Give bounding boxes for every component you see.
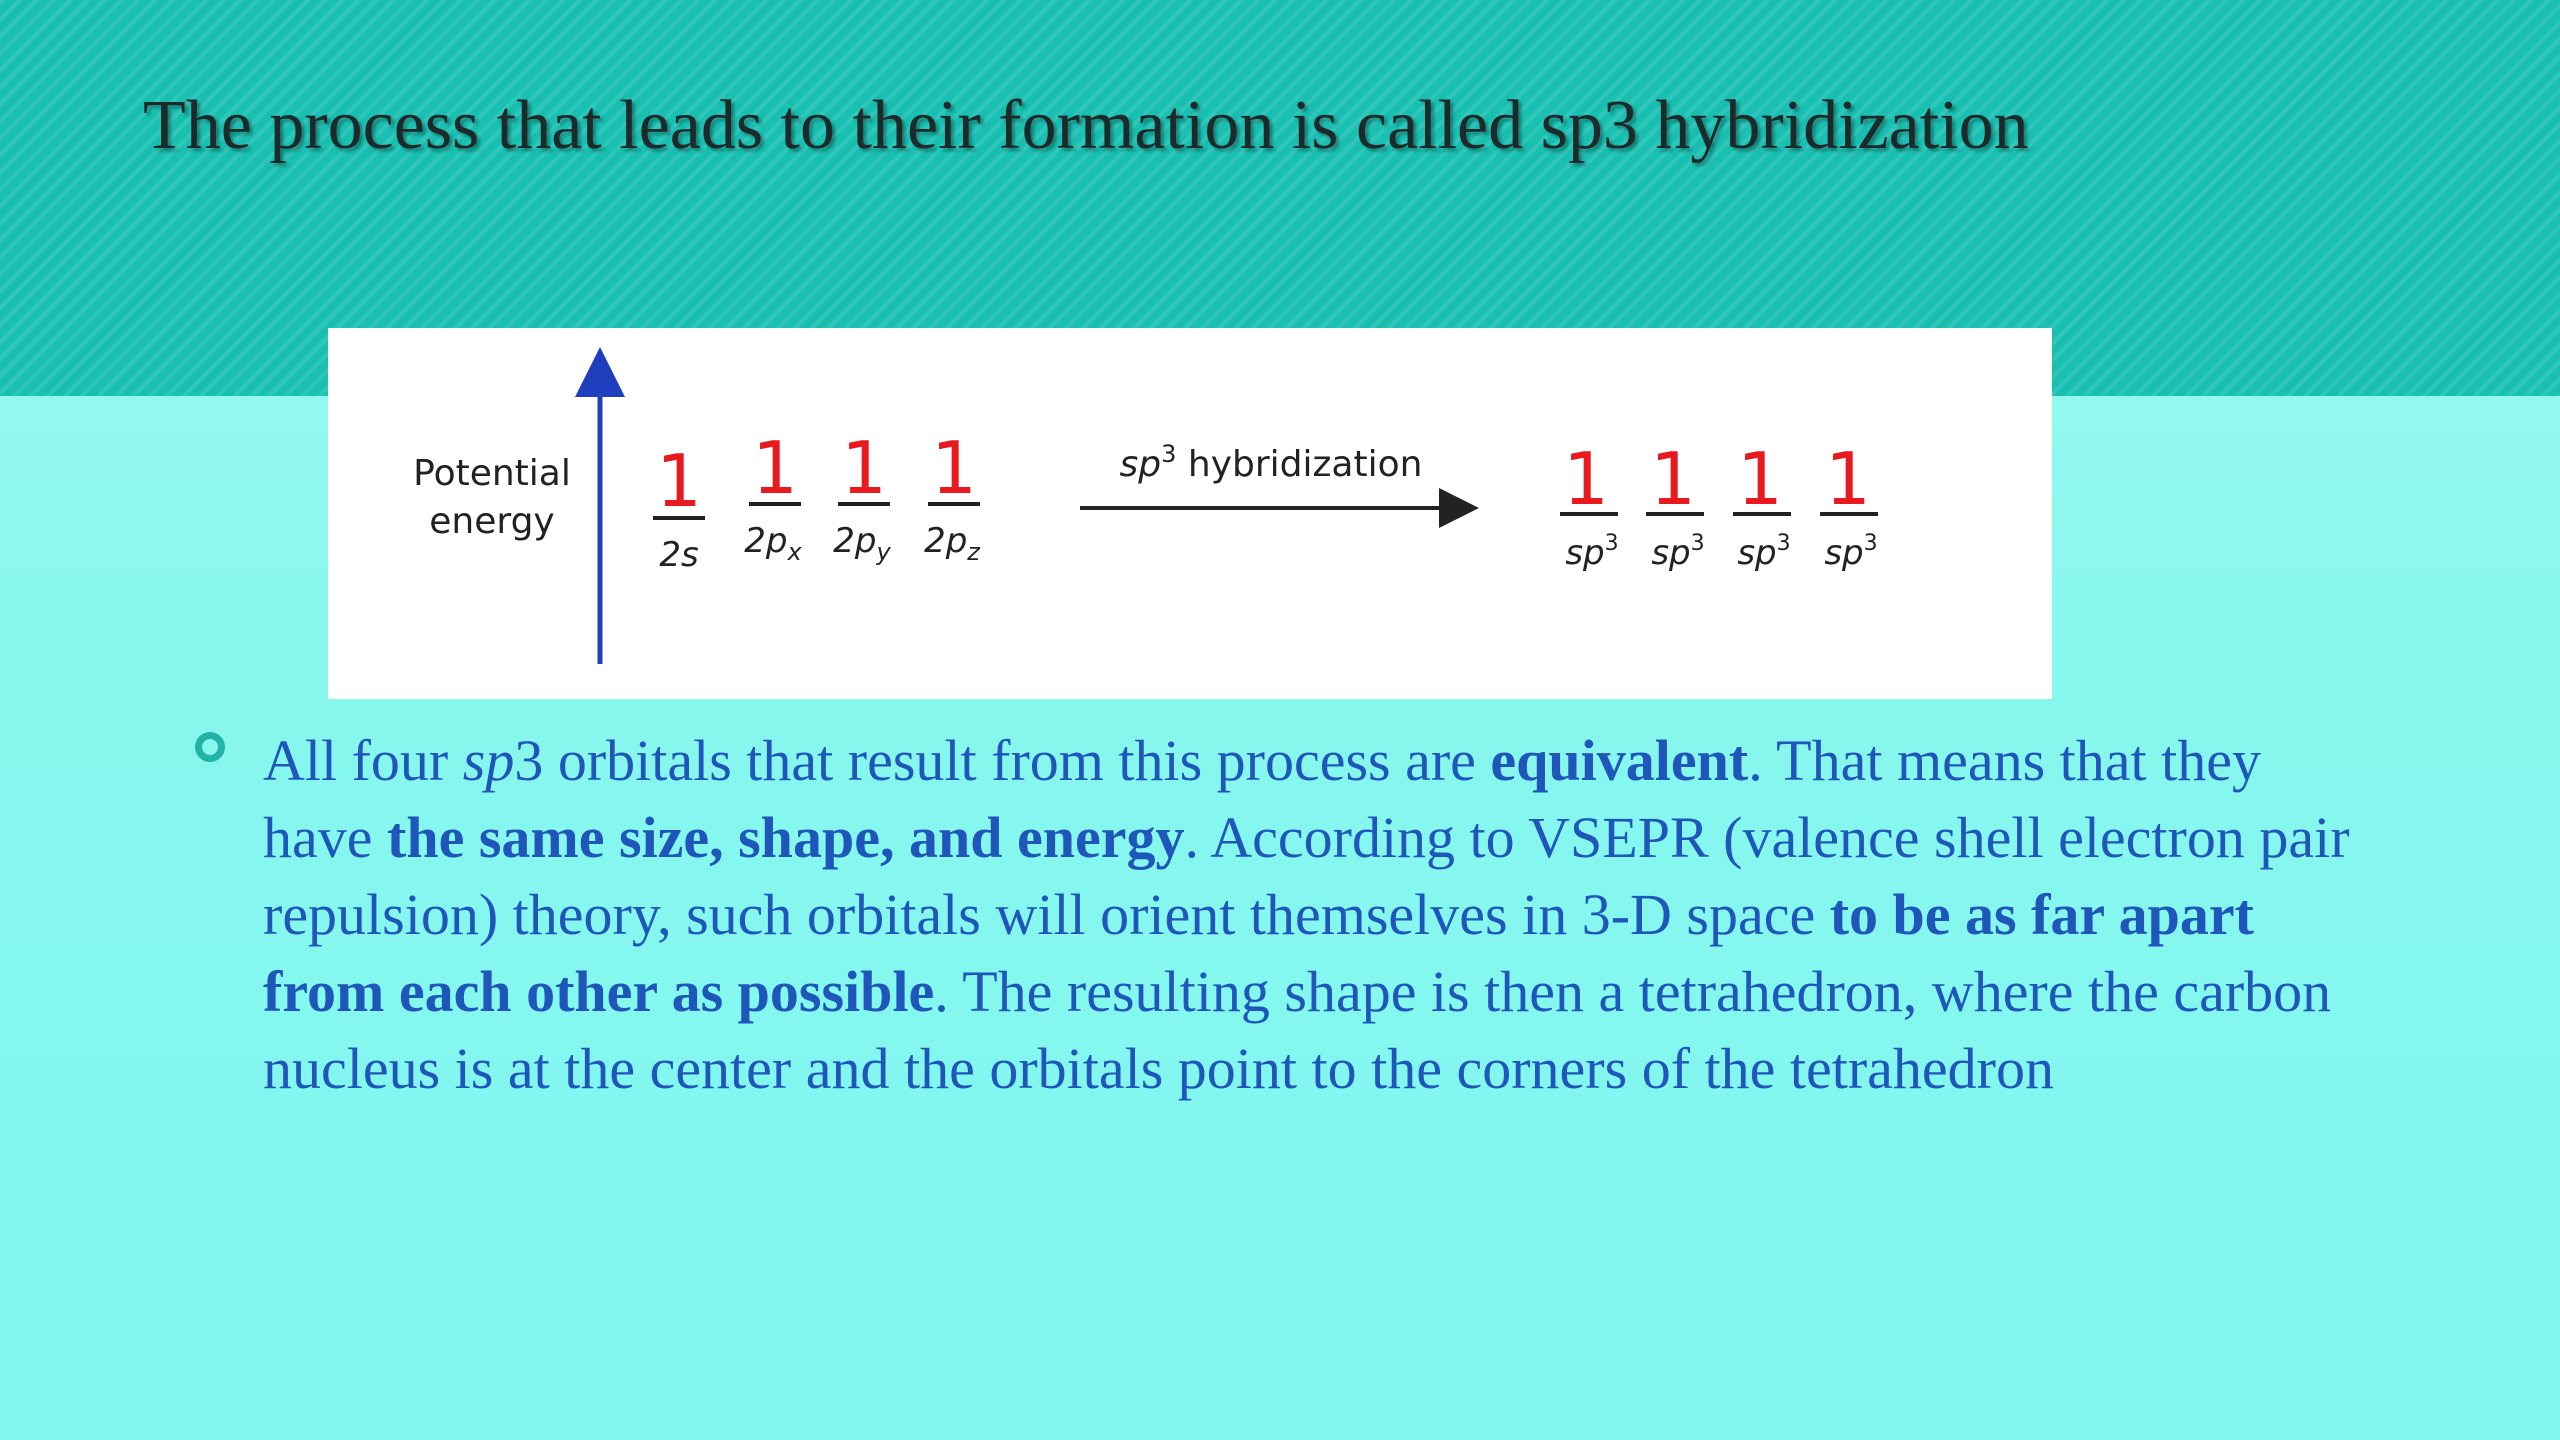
orbital-sp3-1 <box>1560 437 1619 573</box>
orbital-label: $2p_x$ <box>744 521 802 566</box>
orbital-label: $2p_z$ <box>924 521 980 566</box>
axis-label-potential: Potential <box>413 453 571 494</box>
electron-up-arrow: 1 <box>656 439 702 523</box>
orbital-label: $sp^3$ <box>1565 531 1619 573</box>
orbital-sp3-2 <box>1646 437 1705 573</box>
orbital-2py <box>833 426 891 566</box>
bullet-text: All four sp3 orbitals that result from this process are equivalent. That means that they have the same size, shape, and energy. According to VSEPR (valence shell electron pair repulsion) theory, such orbitals will orient themselves in 3-D space to be as far apart from each other as possible. The resulting shape is then a tetrahedron, where the carbon nucleus is at the center and the orbitals point to the corners of the tetrahedron <box>263 728 2350 1101</box>
electron-up-arrow: 1 <box>841 426 887 510</box>
orbital-2px <box>744 426 802 566</box>
slide-title: The process that leads to their formation is called sp3 hybridization <box>143 87 2029 164</box>
electron-up-arrow: 1 <box>752 426 798 510</box>
orbital-2s <box>653 439 705 575</box>
orbital-label: 2s <box>659 535 699 575</box>
electron-up-arrow: 1 <box>1737 437 1783 521</box>
orbital-sp3-3 <box>1733 437 1791 573</box>
energy-level-diagram <box>328 328 2052 699</box>
orbital-label: $sp^3$ <box>1651 531 1705 573</box>
hybridization-diagram <box>328 328 2052 699</box>
electron-up-arrow: 1 <box>1563 437 1609 521</box>
orbital-label: $sp^3$ <box>1824 531 1878 573</box>
orbital-label: $2p_y$ <box>833 521 891 566</box>
orbital-sp3-4 <box>1820 437 1878 573</box>
electron-up-arrow: 1 <box>1825 437 1871 521</box>
orbital-label: $sp^3$ <box>1737 531 1791 573</box>
hybridization-arrow-label: $sp^3$ hybridization <box>1119 440 1423 485</box>
orbital-2pz <box>924 426 981 566</box>
electron-up-arrow: 1 <box>931 426 977 510</box>
electron-up-arrow: 1 <box>1650 437 1696 521</box>
bullet-item <box>195 722 2425 1107</box>
axis-label-energy: energy <box>429 501 555 542</box>
bullet-circle-icon <box>195 732 225 762</box>
